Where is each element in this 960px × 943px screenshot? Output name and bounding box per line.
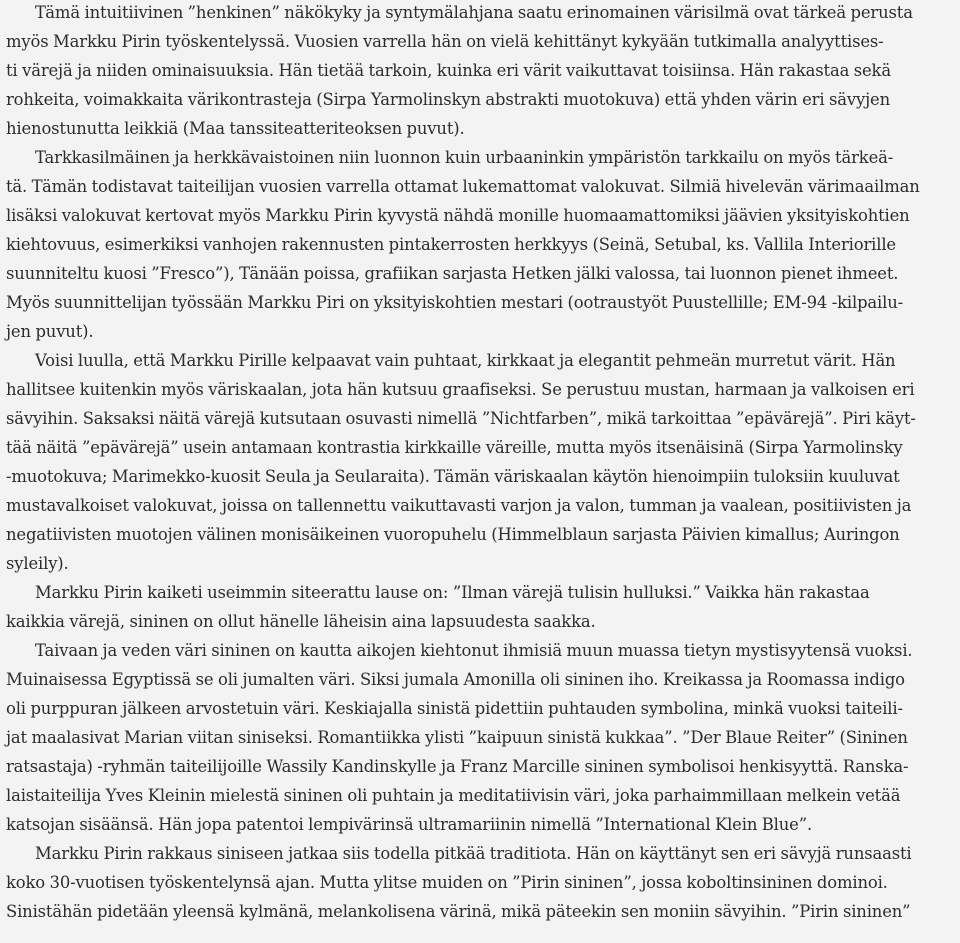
text-line: Muinaisessa Egyptissä se oli jumalten väri. Siksi jumala Amonilla oli sininen iho. Kreikassa ja Roomassa indigo [6,670,905,689]
text-line: myös Markku Pirin työskentelyssä. Vuosien varrella hän on vielä kehittänyt kykyään tutkimalla analyyttises- [6,32,884,51]
text-line: Markku Pirin rakkaus siniseen jatkaa siis todella pitkää traditiota. Hän on käyttänyt sen eri sävyjä runsaasti [35,844,912,863]
text-line: suunniteltu kuosi ”Fresco”), Tänään poissa, grafiikan sarjasta Hetken jälki valossa, tai luonnon pienet ihmeet. [6,264,899,283]
text-line: Sinistähän pidetään yleensä kylmänä, melankolisena värinä, mikä päteekin sen moniin sävyihin. ”Pirin sininen” [6,902,911,921]
text-line: rohkeita, voimakkaita värikontrasteja (Sirpa Yarmolinskyn abstrakti muotokuva) että yhden värin eri sävyjen [6,90,890,109]
text-line: kiehtovuus, esimerkiksi vanhojen rakennusten pintakerrosten herkkyys (Seinä, Setubal, ks. Vallila Interiorille [6,235,896,254]
text-line: ti värejä ja niiden ominaisuuksia. Hän tietää tarkoin, kuinka eri värit vaikuttavat toisiinsa. Hän rakastaa sekä [6,61,891,80]
text-line: kaikkia värejä, sininen on ollut hänelle läheisin aina lapsuudesta saakka. [6,612,596,631]
text-line: -muotokuva; Marimekko-kuosit Seula ja Seularaita). Tämän väriskaalan käytön hienoimpiin tuloksiin kuuluvat [6,467,900,486]
text-line: laistaiteilija Yves Kleinin mielestä sininen oli puhtain ja meditatiivisin väri, joka parhaimmillaan melkein vetää [6,786,901,805]
text-line: Markku Pirin kaiketi useimmin siteerattu lause on: ”Ilman värejä tulisin hulluksi.” Vaikka hän rakastaa [35,583,870,602]
text-line: mustavalkoiset valokuvat, joissa on tallennettu vaikuttavasti varjon ja valon, tumman ja vaalean, positiivisten ja [6,496,912,515]
text-line: Voisi luulla, että Markku Pirille kelpaavat vain puhtaat, kirkkaat ja elegantit pehmeän murretut värit. Hän [35,351,896,370]
text-line: tä. Tämän todistavat taiteilijan vuosien varrella ottamat lukemattomat valokuvat. Silmiä hivelevän värimaailman [6,177,920,196]
text-line: Tarkkasilmäinen ja herkkävaistoinen niin luonnon kuin urbaaninkin ympäristön tarkkailu on myös tärkeä- [35,148,894,167]
text-line: hienostunutta leikkiä (Maa tanssiteatteriteoksen puvut). [6,119,465,138]
text-line: lisäksi valokuvat kertovat myös Markku Pirin kyvystä nähdä monille huomaamattomiksi jäävien yksityiskohtien [6,206,910,225]
text-line: Taivaan ja veden väri sininen on kautta aikojen kiehtonut ihmisiä muun muassa tietyn mystisyytensä vuoksi. [35,641,913,660]
text-line: syleily). [6,554,69,573]
text-line: katsojan sisäänsä. Hän jopa patentoi lempivärinsä ultramariinin nimellä ”International Klein Blue”. [6,815,813,834]
text-line: Tämä intuitiivinen ”henkinen” näkökyky ja syntymälahjana saatu erinomainen värisilmä ovat tärkeä perusta [35,3,913,22]
text-line: sävyihin. Saksaksi näitä värejä kutsutaan osuvasti nimellä ”Nichtfarben”, mikä tarkoittaa ”epävärejä”. Piri käyt- [6,409,916,428]
text-line: jen puvut). [6,322,94,341]
text-line: Myös suunnittelijan työssään Markku Piri on yksityiskohtien mestari (ootraustyöt Puustellille; EM-94 -kilpailu- [6,293,904,312]
text-line: hallitsee kuitenkin myös väriskaalan, jota hän kutsuu graafiseksi. Se perustuu mustan, harmaan ja valkoisen eri [6,380,915,399]
text-line: oli purppuran jälkeen arvostetuin väri. Keskiajalla sinistä pidettiin puhtauden symbolina, minkä vuoksi taiteili- [6,699,903,718]
text-line: tää näitä ”epävärejä” usein antamaan kontrastia kirkkaille väreille, mutta myös itsenäisinä (Sirpa Yarmolinsky [6,438,903,457]
text-line: jat maalasivat Marian viitan siniseksi. Romantiikka ylisti ”kaipuun sinistä kukkaa”. ”Der Blaue Reiter” (Sininen [6,728,908,747]
text-line: koko 30-vuotisen työskentelynsä ajan. Mutta ylitse muiden on ”Pirin sininen”, jossa koboltinsininen dominoi. [6,873,888,892]
text-line: negatiivisten muotojen välinen monisäikeinen vuoropuhelu (Himmelblaun sarjasta Päivien kimallus; Auringon [6,525,900,544]
text-line: ratsastaja) -ryhmän taiteilijoille Wassily Kandinskylle ja Franz Marcille sininen symbolisoi henkisyyttä. Ranska- [6,757,909,776]
